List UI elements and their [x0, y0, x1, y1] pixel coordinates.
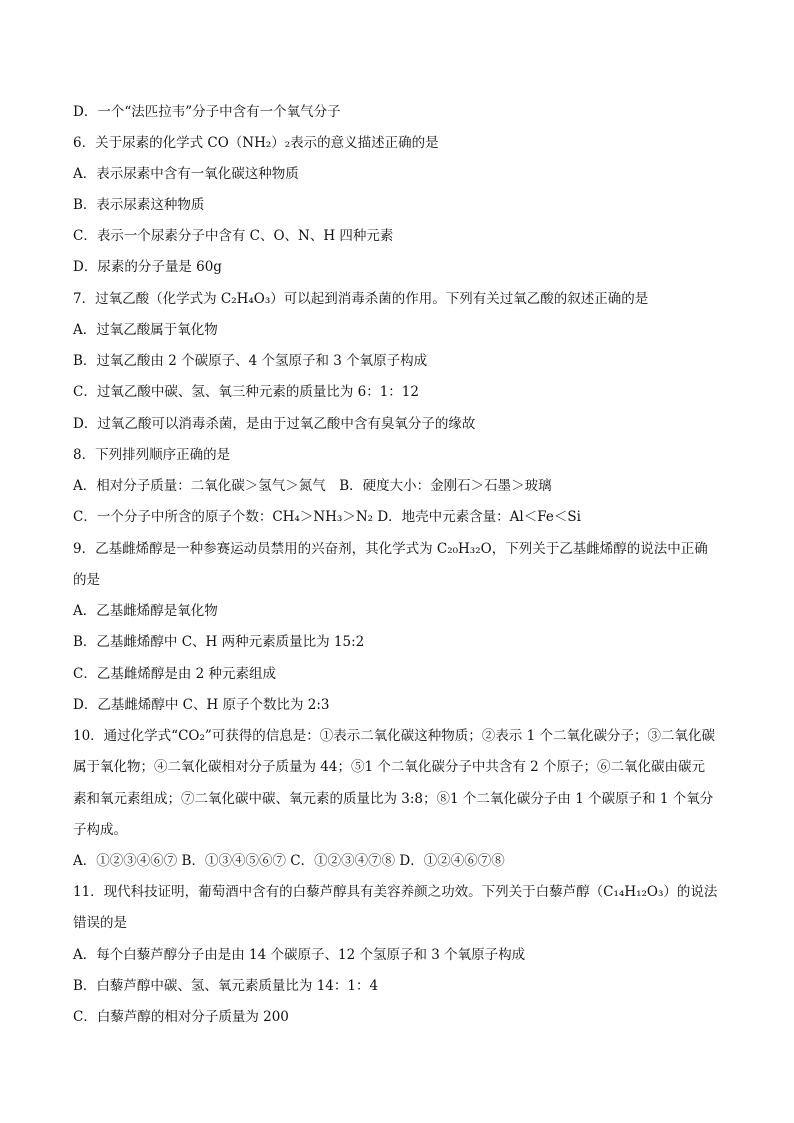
q8-stem: 8．下列排列顺序正确的是 [73, 447, 231, 463]
q10-stem-line3: 素和氧元素组成；⑦二氧化碳中碳、氧元素的质量比为 3:8；⑧1 个二氧化碳分子由 1 个碳原子和 1 个氧分 [73, 791, 714, 807]
q6-option-b: B．表示尿素这种物质 [73, 197, 205, 213]
q11-stem-line2: 错误的是 [73, 915, 127, 931]
q6-option-a: A．表示尿素中含有一氧化碳这种物质 [73, 166, 299, 182]
q7-option-d: D．过氧乙酸可以消毒杀菌，是由于过氧乙酸中含有臭氧分子的缘故 [73, 416, 476, 432]
q8-options-cd: C．一个分子中所含的原子个数：CH₄＞NH₃＞N₂ D．地壳中元素含量：Al＜Fe＜Si [73, 509, 581, 525]
q11-option-a: A．每个白藜芦醇分子由是由 14 个碳原子、12 个氢原子和 3 个氧原子构成 [73, 947, 526, 963]
q11-option-c: C．白藜芦醇的相对分子质量为 200 [73, 1009, 289, 1025]
q6-stem: 6．关于尿素的化学式 CO（NH₂）₂表示的意义描述正确的是 [73, 135, 439, 151]
q7-stem: 7．过氧乙酸（化学式为 C₂H₄O₃）可以起到消毒杀菌的作用。下列有关过氧乙酸的叙述正确的是 [73, 291, 649, 307]
q7-option-b: B．过氧乙酸由 2 个碳原子、4 个氢原子和 3 个氧原子构成 [73, 353, 428, 369]
q10-options: A．①②③④⑥⑦ B．①③④⑤⑥⑦ C．①②③④⑦⑧ D．①②④⑥⑦⑧ [73, 853, 505, 869]
q9-option-b: B．乙基雌烯醇中 C、H 两种元素质量比为 15:2 [73, 634, 365, 650]
q9-option-c: C．乙基雌烯醇是由 2 种元素组成 [73, 666, 277, 682]
q9-stem-line1: 9．乙基雌烯醇是一种参赛运动员禁用的兴奋剂，其化学式为 C₂₀H₃₂O，下列关于乙基雌烯醇的说法中正确 [73, 541, 708, 557]
q10-stem-line1: 10．通过化学式“CO₂”可获得的信息是：①表示二氧化碳这种物质；②表示 1 个二氧化碳分子；③二氧化碳 [73, 728, 715, 744]
q6-option-c: C．表示一个尿素分子中含有 C、O、N、H 四种元素 [73, 228, 394, 244]
q9-stem-line2: 的是 [73, 572, 100, 588]
q10-stem-line4: 子构成。 [73, 822, 127, 838]
q10-stem-line2: 属于氧化物；④二氧化碳相对分子质量为 44；⑤1 个二氧化碳分子中共含有 2 个原子；⑥二氧化碳由碳元 [73, 759, 706, 775]
q6-option-d: D．尿素的分子量是 60g [73, 259, 222, 275]
q5-option-d: D．一个“法匹拉韦”分子中含有一个氧气分子 [73, 104, 341, 120]
q8-options-ab: A．相对分子质量：二氧化碳＞氢气＞氮气 B．硬度大小：金刚石＞石墨＞玻璃 [73, 478, 552, 494]
q7-option-a: A．过氧乙酸属于氧化物 [73, 322, 218, 338]
q9-option-d: D．乙基雌烯醇中 C、H 原子个数比为 2:3 [73, 697, 330, 713]
q11-option-b: B．白藜芦醇中碳、氢、氧元素质量比为 14：1：4 [73, 978, 379, 994]
q9-option-a: A．乙基雌烯醇是氧化物 [73, 603, 218, 619]
q7-option-c: C．过氧乙酸中碳、氢、氧三种元素的质量比为 6：1：12 [73, 384, 419, 400]
q11-stem-line1: 11．现代科技证明，葡萄酒中含有的白藜芦醇具有美容养颜之功效。下列关于白藜芦醇（C₁₄H₁₂O₃）的说法 [73, 884, 718, 900]
